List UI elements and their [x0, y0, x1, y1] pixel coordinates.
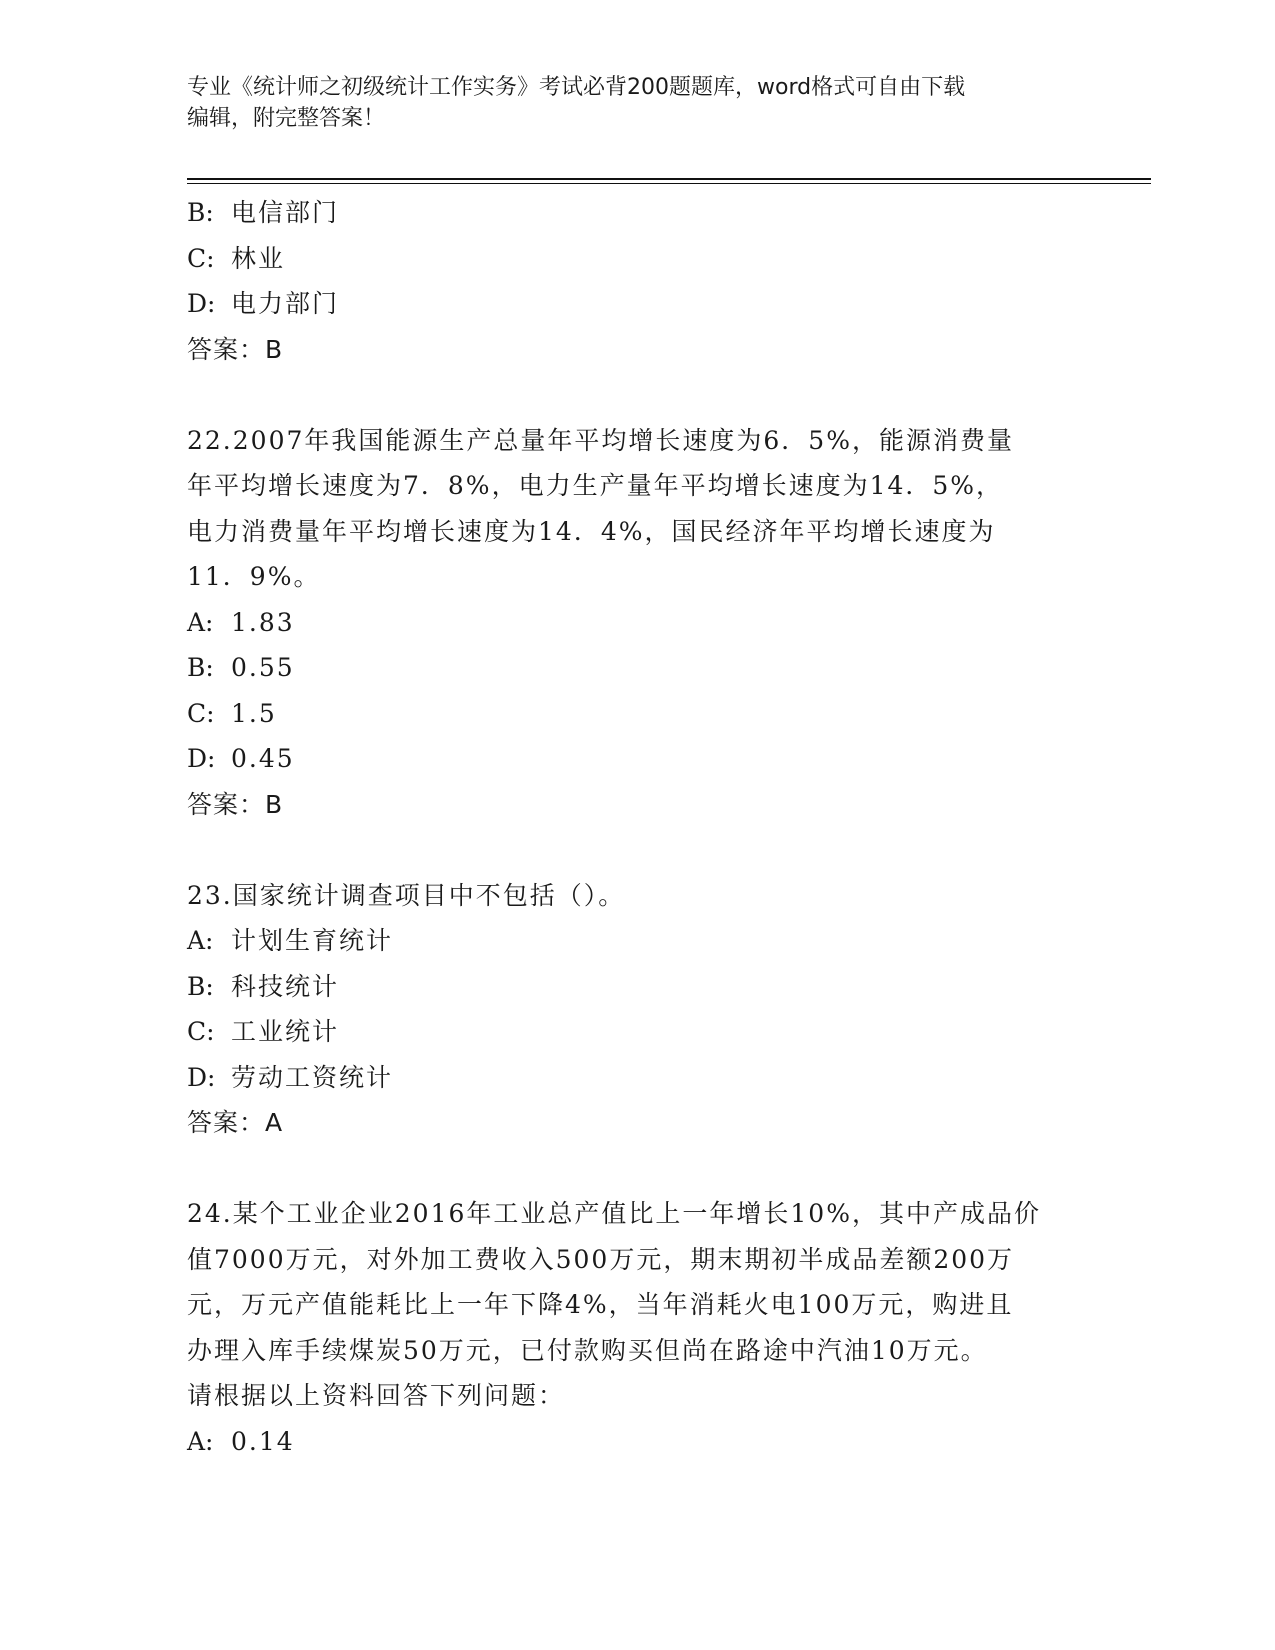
- spacer: [187, 827, 1077, 873]
- question-stem-line: 办理入库手续煤炭50万元，已付款购买但尚在路途中汽油10万元。: [187, 1335, 988, 1365]
- question-stem-line: 电力消费量年平均增长速度为14．4%，国民经济年平均增长速度为: [187, 516, 996, 546]
- question-stem-line: 值7000万元，对外加工费收入500万元，期末期初半成品差额200万: [187, 1244, 1015, 1274]
- question-24: [187, 1191, 1077, 1464]
- answer: 答案：B: [187, 334, 284, 364]
- option-b: B: 电信部门: [187, 198, 340, 227]
- question-stem-line: 11．9%。: [187, 562, 321, 591]
- question-stem-line: 请根据以上资料回答下列问题：: [187, 1381, 566, 1410]
- header-rule-thick: [187, 178, 1151, 180]
- question-content: [187, 190, 1077, 1464]
- spacer: [187, 372, 1077, 418]
- option-c: C: 1.5: [187, 698, 277, 728]
- question-stem-line: 22.2007年我国能源生产总量年平均增长速度为6．5%，能源消费量: [187, 425, 1014, 455]
- option-d: D: 电力部门: [187, 289, 340, 318]
- question-stem-line: 23.国家统计调查项目中不包括（）。: [187, 880, 626, 910]
- document-header: [187, 72, 1067, 134]
- header-rule-thin: [187, 183, 1151, 184]
- header-line-1: 专业《统计师之初级统计工作实务》考试必背200题题库，word格式可自由下载: [187, 75, 966, 100]
- question-22: [187, 418, 1077, 828]
- option-b: B: 0.55: [187, 653, 295, 682]
- option-b: B: 科技统计: [187, 971, 340, 1001]
- option-d: D: 0.45: [187, 744, 295, 773]
- prev-question: [187, 190, 1077, 372]
- option-c: C: 工业统计: [187, 1017, 340, 1046]
- option-d: D: 劳动工资统计: [187, 1062, 394, 1092]
- option-a: A: 1.83: [187, 607, 295, 637]
- question-stem-line: 年平均增长速度为7．8%，电力生产量年平均增长速度为14．5%，: [187, 471, 1004, 500]
- option-c: C: 林业: [187, 243, 286, 273]
- question-23: [187, 873, 1077, 1146]
- option-a: A: 计划生育统计: [187, 926, 394, 955]
- option-a: A: 0.14: [187, 1426, 295, 1456]
- question-stem-line: 元，万元产值能耗比上一年下降4%，当年消耗火电100万元，购进且: [187, 1290, 1014, 1319]
- header-line-2: 编辑，附完整答案！: [187, 106, 386, 131]
- answer: 答案：B: [187, 789, 284, 819]
- question-stem-line: 24.某个工业企业2016年工业总产值比上一年增长10%，其中产成品价: [187, 1199, 1041, 1228]
- answer: 答案：A: [187, 1108, 284, 1137]
- spacer: [187, 1146, 1077, 1192]
